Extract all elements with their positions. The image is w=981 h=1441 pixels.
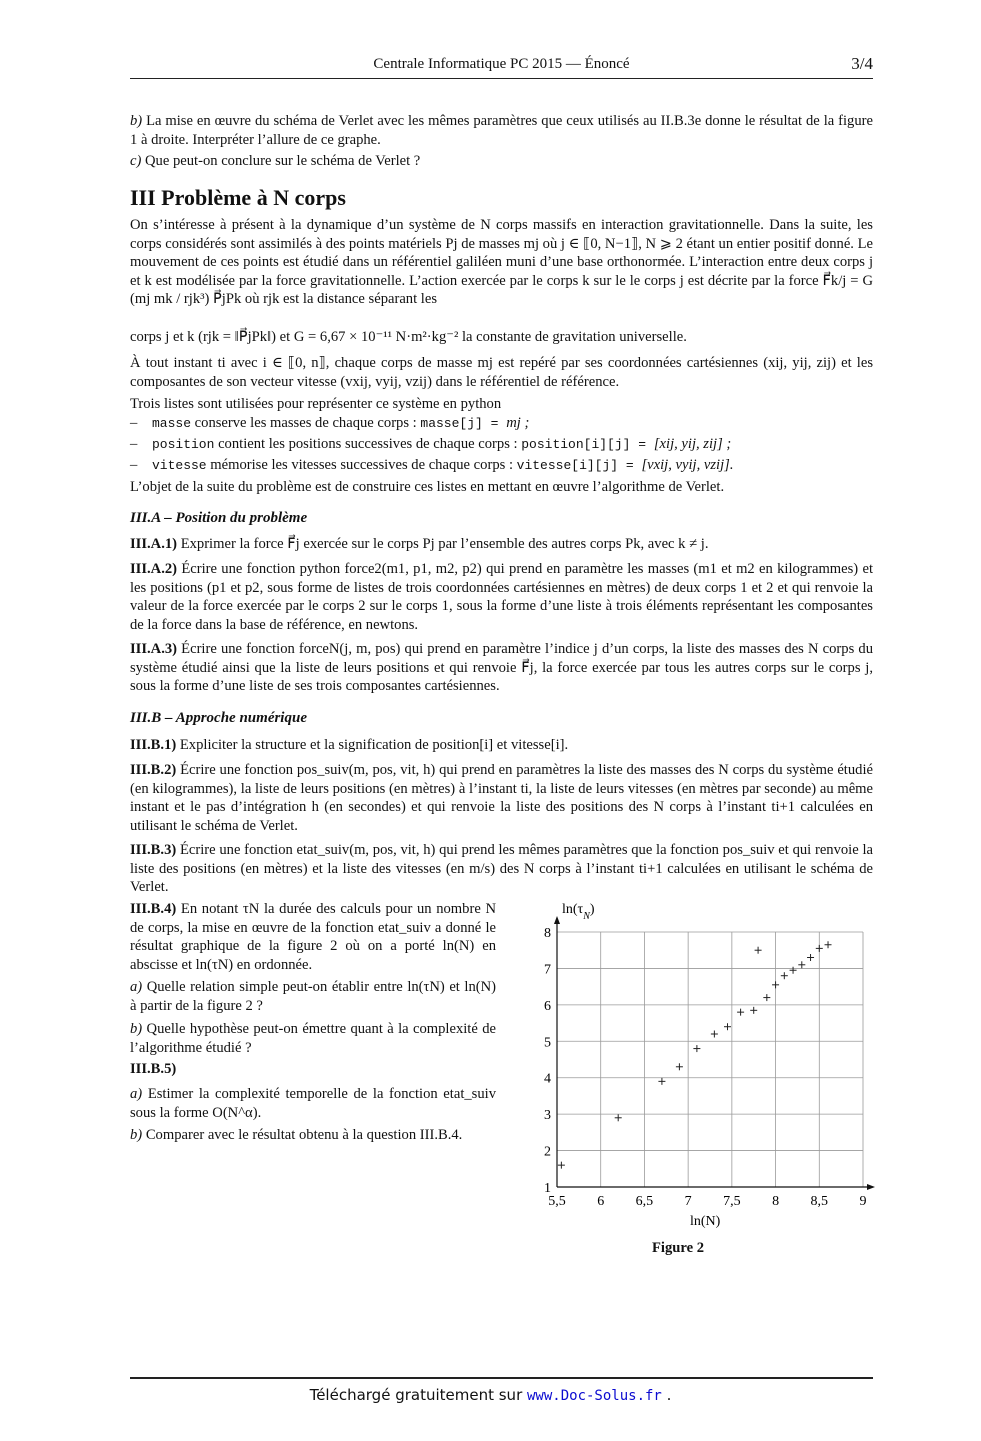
y-tick-label: 5 [544,1035,551,1051]
subsection-IIIB-title: III.B – Approche numérique [130,710,307,726]
footer-rule [130,1377,873,1379]
x-tick-label: 8,5 [810,1194,829,1209]
y-tick-label: 4 [544,1071,551,1087]
question-IIIA2: III.A.2) Écrire une fonction python force2(m1, p1, m2, p2) qui prend en paramètre les masses (m1 et m2 en kilogrammes) et les positions (p1 et p2, sous forme de listes de trois coordonnées cartésiennes en mètres) de deux corps 1 et 2 et qui renvoie la valeur de la force exercée par le corps 2 sur le corps 1, sous la forme d’une liste à trois éléments représentant les composantes de la force dans la base de référence, en newtons. [130,561,873,633]
footer: Téléchargé gratuitement sur www.Doc-Solus.fr . [309,1386,672,1404]
list-item-vitesse: – vitesse mémorise les vitesses successives de chaque corps : vitesse[i][j] = [vxij, vyij, vzij]. [130,457,734,473]
question-IIIB5a: a) Estimer la complexité temporelle de la fonction etat_suiv sous la forme O(N^α). [130,1086,496,1121]
question-IIIB5b: b) Comparer avec le résultat obtenu à la question III.B.4. [130,1127,463,1143]
question-IIIA1: III.A.1) Exprimer la force F⃗j exercée sur le corps Pj par l’ensemble des autres corps Pk, avec k ≠ j. [130,536,709,552]
data-point [755,947,762,954]
data-point [737,1009,744,1016]
data-point [772,981,779,988]
data-point [816,945,823,952]
section-intro-paragraph-end: corps j et k (rjk = ‖P⃗jPk‖) et G = 6,67 × 10⁻¹¹ N·m²·kg⁻² la constante de gravitation universelle. [130,329,687,345]
question-IIIB3: III.B.3) Écrire une fonction etat_suiv(m, pos, vit, h) qui prend les mêmes paramètres que la fonction pos_suiv et qui renvoie la liste des positions (en mètres) et la liste des vitesses (en m/s) des N corps à l’instant ti+1 calculées en utilisant le schéma de Verlet. [130,842,873,896]
x-tick-label: 8 [772,1194,780,1209]
data-point [558,1162,565,1169]
data-point [724,1023,731,1030]
x-tick-label: 9 [859,1194,867,1209]
list-item-position: – position contient les positions successives de chaque corps : position[i][j] = [xij, yij, zij] ; [130,436,732,452]
figure-2-chart [530,895,875,1235]
subsection-IIIA-title: III.A – Position du problème [130,510,308,526]
x-axis-arrow [867,1184,875,1190]
section-intro-paragraph: On s’intéresse à présent à la dynamique d’un système de N corps massifs en interaction gravitationnelle. Dans la suite, les corps considérés sont assimilés à des points matériels Pj de masses mj où j ∈ ⟦0, N−1⟧, N ⩾ 2 étant un entier positif donné. Le mouvement de ces points est étudié dans un référentiel galiléen muni d’une base orthonormée. L’interaction entre deux corps j et k est modélisée par la force gravitationnelle. L’action exercée par le corps k sur le le corps j est décrite par la force F⃗k/j = G (mj mk / rjk³) P⃗jPk où rjk est la distance séparant les [130,217,873,308]
question-IIIA3: III.A.3) Écrire une fonction forceN(j, m, pos) qui prend en paramètre l’indice j d’un corps, la liste des masses des N corps du système étudié ainsi que la liste de leurs positions et qui renvoie F⃗j, la force exercée par tous les autres corps sur le corps j, sous la forme d’une liste de ses trois composantes cartésiennes. [130,641,873,695]
chart-points [558,941,832,1168]
question-c-text: Que peut-on conclure sur le schéma de Verlet ? [145,153,421,169]
x-tick-label: 6 [597,1194,605,1209]
data-point [807,954,814,961]
question-b [130,112,873,149]
question-c-label: c) [130,153,142,169]
question-IIIB4b: b) Quelle hypothèse peut-on émettre quant à la complexité de l’algorithme étudié ? [130,1021,496,1056]
data-point [711,1031,718,1038]
y-tick-label: 1 [544,1181,551,1196]
section-title: III Problème à N corps [130,185,346,210]
chart-axes [554,916,875,1190]
question-IIIB2: III.B.2) Écrire une fonction pos_suiv(m, pos, vit, h) qui prend en paramètres la liste des masses des N corps du système étudié (en kilogrammes), la liste de leurs positions (en mètres) à l’instant ti, la liste de leurs vitesses (en mètres par seconde) au même instant et le pas d’intégration h (en secondes) et qui renvoie la liste des positions des N corps à l’instant ti+1 calculées en utilisant le schéma de Verlet. [130,762,873,834]
question-IIIB1: III.B.1) Expliciter la structure et la signification de position[i] et vitesse[i]. [130,737,569,753]
data-point [798,961,805,968]
data-point [790,967,797,974]
question-c [130,152,873,171]
chart-grid [557,932,863,1187]
y-tick-label: 6 [544,998,551,1014]
question-IIIB4: III.B.4) En notant τN la durée des calculs pour un nombre N de corps, la mise en œuvre de la fonction etat_suiv a donné le résultat graphique de la figure 2 où on a porté ln(N) en abscisse et ln(τN) en ordonnée. [130,901,496,973]
question-b-text: La mise en œuvre du schéma de Verlet avec les mêmes paramètres que ceux utilisés au II.B.3e donne le résultat de la figure 1 à droite. Interpréter l’allure de ce graphe. [130,113,873,148]
question-b-label: b) [130,113,143,129]
footer-link[interactable]: www.Doc-Solus.fr [527,1388,662,1404]
x-tick-label: 6,5 [635,1194,654,1209]
data-point [693,1045,700,1052]
y-axis-arrow [554,916,560,924]
x-tick-label: 5,5 [548,1194,566,1209]
data-point [676,1063,683,1070]
page-number: 3/4 [851,54,873,73]
y-tick-label: 2 [544,1144,551,1160]
data-point [615,1114,622,1121]
data-point [658,1078,665,1085]
data-point [825,941,832,948]
footer-text: Téléchargé gratuitement sur [309,1386,527,1404]
data-point [763,994,770,1001]
figure-caption: Figure 2 [652,1240,705,1256]
y-tick-label: 8 [544,926,551,941]
list-item-masse: – masse conserve les masses de chaque corps : masse[j] = mj ; [130,415,530,431]
objective-paragraph: L’objet de la suite du problème est de construire ces listes en mettant en œuvre l’algorithme de Verlet. [130,479,725,495]
lists-intro: Trois listes sont utilisées pour représenter ce système en python [130,396,502,412]
chart-ylabel: $\ln(\tau_N)$ [562,902,595,922]
y-tick-label: 3 [544,1108,551,1124]
instant-paragraph: À tout instant ti avec i ∈ ⟦0, n⟧, chaque corps de masse mj est repéré par ses coordonnées cartésiennes (xij, yij, zij) et les composantes de son vecteur vitesse (vxij, vyij, vzij) dans le référentiel de référence. [130,355,873,390]
data-point [750,1007,757,1014]
question-IIIB5-label: III.B.5) [130,1061,177,1077]
page-header [130,52,873,79]
question-IIIB4a: a) Quelle relation simple peut-on établir entre ln(τN) et ln(N) à partir de la figure 2 ? [130,979,497,1014]
chart-xlabel: ln(N) [690,1214,721,1229]
data-point [781,972,788,979]
y-tick-label: 7 [544,962,551,978]
x-tick-label: 7,5 [723,1194,741,1209]
header-title: Centrale Informatique PC 2015 — Énoncé [373,56,630,72]
x-tick-label: 7 [684,1194,692,1209]
